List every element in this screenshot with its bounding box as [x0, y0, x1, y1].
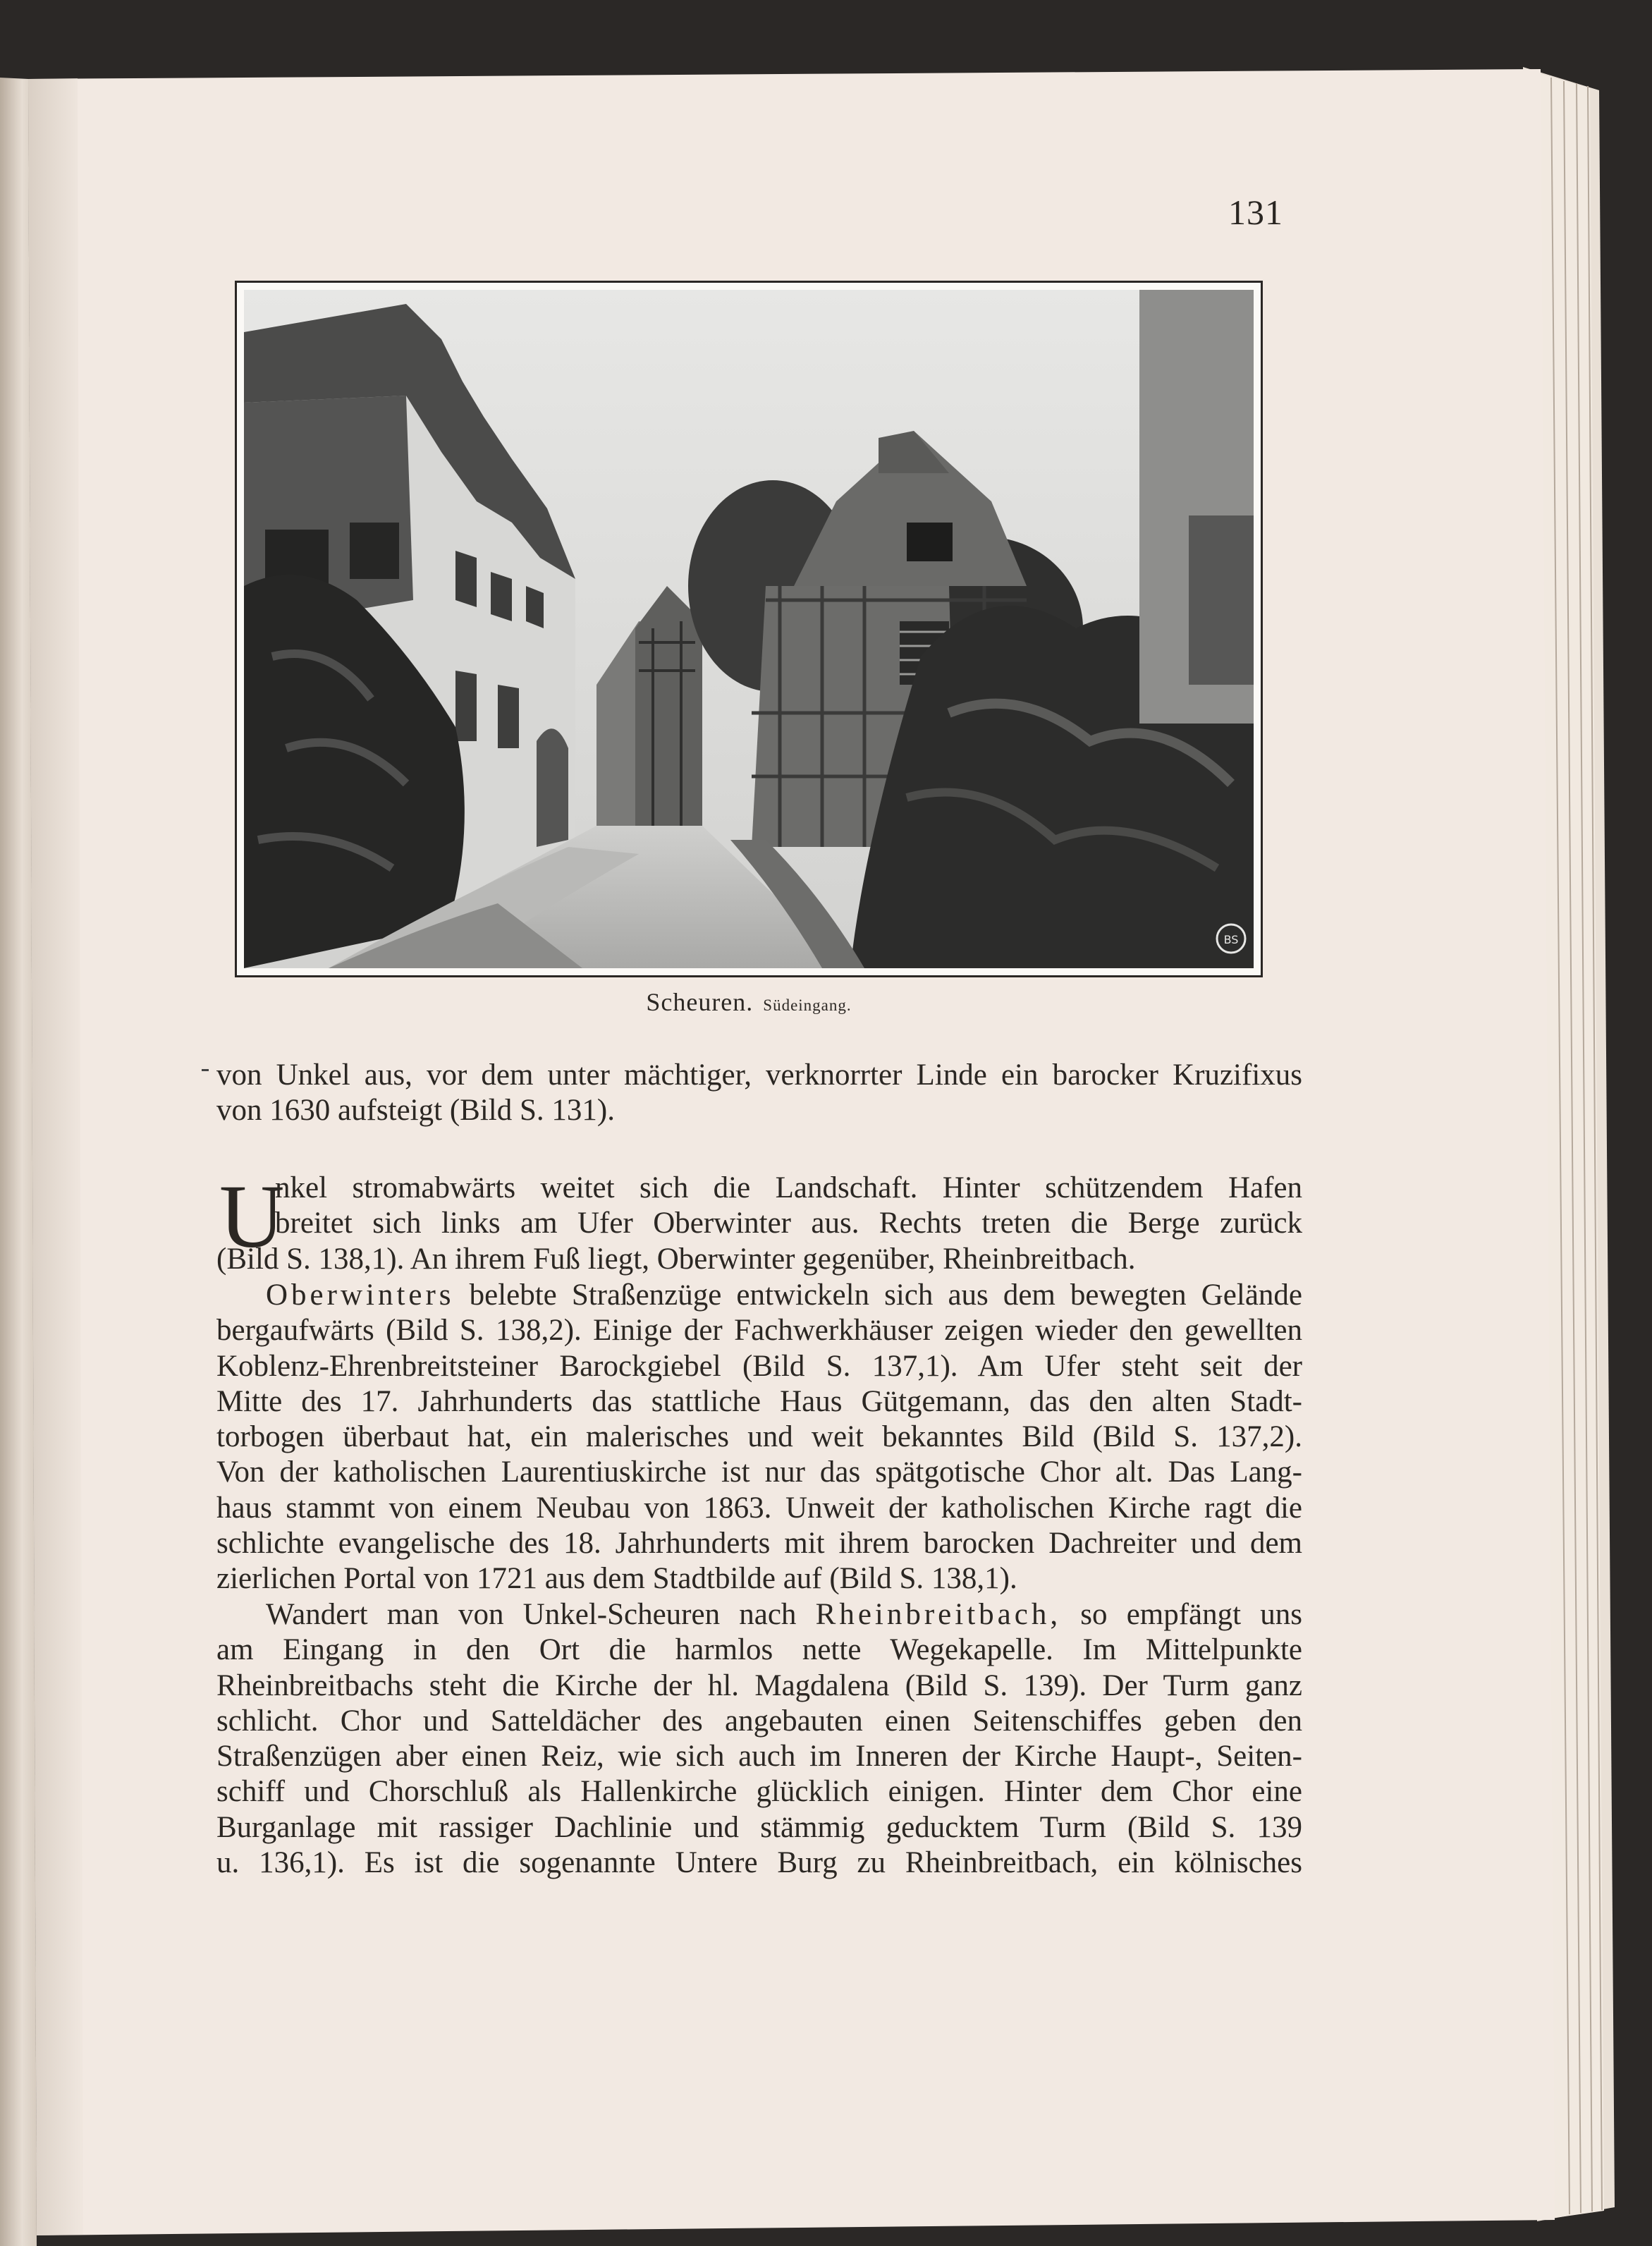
text-line: Von der katholischen Laurentiuskirche ist nur das spätgotische Chor alt. Das Lang- [216, 1455, 1302, 1489]
text-line: Straßenzügen aber einen Reiz, wie sich auch im Inneren der Kirche Haupt-, Seiten- [216, 1740, 1302, 1774]
figure-caption [235, 987, 1263, 1017]
text-line: u. 136,1). Es ist die sogenannte Untere Burg zu Rheinbreitbach, ein kölnisches [216, 1846, 1302, 1880]
text-line [216, 1278, 1302, 1313]
text-line: bergaufwärts (Bild S. 138,2). Einige der Fachwerkhäuser zeigen wieder den gewellten [216, 1314, 1302, 1348]
paragraph-3 [216, 1597, 1302, 1881]
line-rest: so empfängt uns [1080, 1598, 1303, 1631]
text-line: Koblenz-Ehrenbreitsteiner Barockgiebel (Bild S. 137,1). Am Ufer steht seit der [216, 1349, 1302, 1383]
text-line: schiff und Chorschluß als Hallenkirche glücklich einigen. Hinter dem Chor eine [216, 1775, 1302, 1809]
caption-subtitle: Südeingang. [763, 996, 852, 1014]
page-number: 131 [1228, 193, 1283, 232]
line-start: Wandert man von Unkel-Scheuren nach [266, 1598, 797, 1631]
intro-paragraph [216, 1058, 1302, 1129]
text-line: von 1630 aufsteigt (Bild S. 131). [216, 1094, 615, 1128]
photo-monogram: BS [1223, 933, 1239, 946]
text-line: Burganlage mit rassiger Dachlinie und stämmig geducktem Turm (Bild S. 139 [216, 1810, 1302, 1844]
text-line: zierlichen Portal von 1721 aus dem Stadtbilde auf (Bild S. 138,1). [216, 1562, 1017, 1596]
drop-cap: U [219, 1166, 285, 1267]
text-line [216, 1597, 1302, 1632]
paragraph-1-dropcap-lines [275, 1171, 1302, 1242]
text-line: am Eingang in den Ort die harmlos nette Wegekapelle. Im Mittelpunkte [216, 1633, 1302, 1667]
spaced-word: Oberwinters [266, 1278, 455, 1312]
paragraph-1-rest [216, 1242, 1302, 1277]
text-line: (Bild S. 138,1). An ihrem Fuß liegt, Oberwinter gegenüber, Rheinbreitbach. [216, 1242, 1136, 1276]
spaced-word: Rheinbreitbach, [815, 1598, 1062, 1631]
line-rest: belebte Straßenzüge entwickeln sich aus dem bewegten Gelände [469, 1278, 1302, 1312]
text-line: torbogen überbaut hat, ein malerisches und weit bekanntes Bild (Bild S. 137,2). [216, 1420, 1302, 1454]
text-line: von Unkel aus, vor dem unter mächtiger, verknorrter Linde ein barocker Kruzifixus [216, 1058, 1302, 1092]
text-line: breitet sich links am Ufer Oberwinter aus. Rechts treten die Berge zurück [275, 1207, 1302, 1240]
margin-mark [202, 1069, 209, 1071]
text-line: Rheinbreitbachs steht die Kirche der hl. Magdalena (Bild S. 139). Der Turm ganz [216, 1668, 1302, 1702]
text-line: schlicht. Chor und Satteldächer des angebauten einen Seitenschiffes geben den [216, 1704, 1302, 1738]
text-line: schlichte evangelische des 18. Jahrhunderts mit ihrem barocken Dachreiter und dem [216, 1527, 1302, 1561]
text-line: haus stammt von einem Neubau von 1863. Unweit der katholischen Kirche ragt die [216, 1491, 1302, 1525]
photo-frame [235, 281, 1263, 977]
text-line: Mitte des 17. Jahrhunderts das stattliche Haus Gütgemann, das den alten Stadt- [216, 1384, 1302, 1418]
paragraph-2 [216, 1278, 1302, 1597]
text-line: nkel stromabwärts weitet sich die Landschaft. Hinter schützendem Hafen [275, 1171, 1302, 1204]
street-photo [244, 290, 1254, 968]
caption-title: Scheuren. [646, 988, 754, 1016]
